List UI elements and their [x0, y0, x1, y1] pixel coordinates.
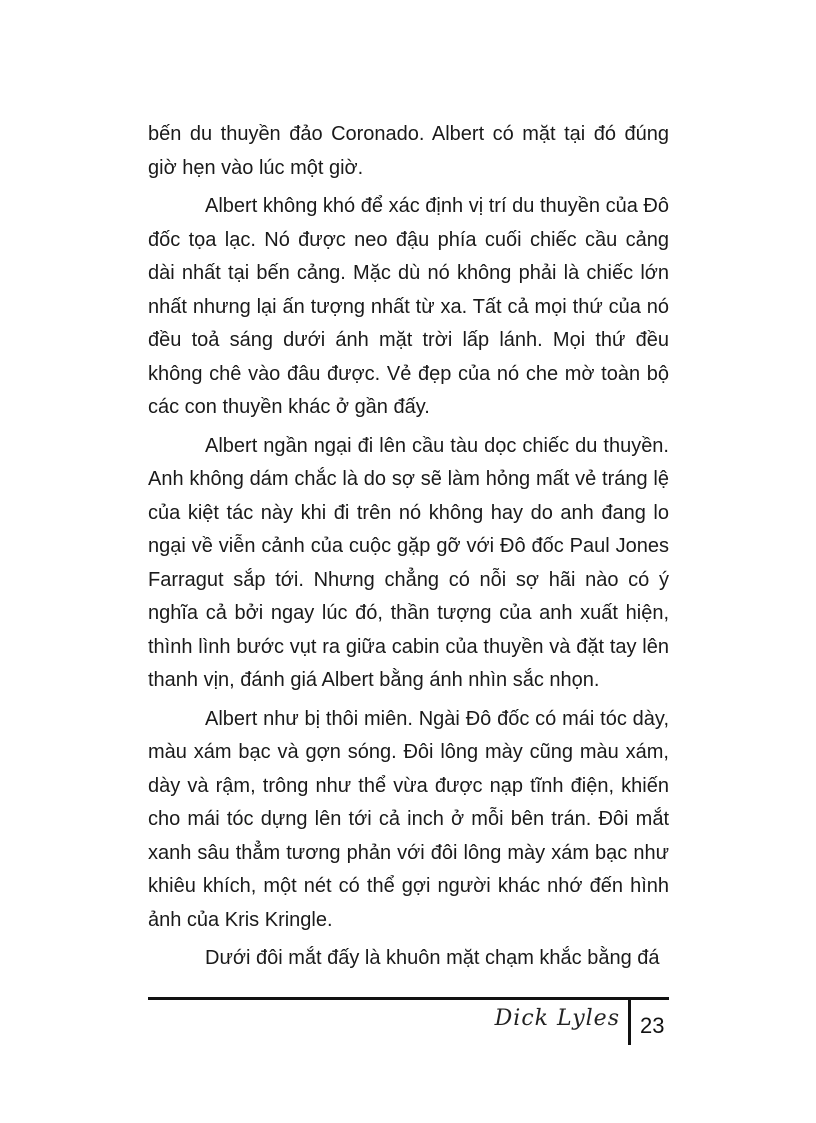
page-number: 23 — [640, 1013, 665, 1038]
footer-author: Dick Lyles — [494, 1006, 620, 1031]
footer-divider — [628, 1000, 631, 1045]
paragraph-5: Dưới đôi mắt đấy là khuôn mặt chạm khắc bằng đá — [205, 947, 660, 969]
paragraph-2: Albert không khó để xác định vị trí du thuyền của Đô đốc tọa lạc. Nó được neo đậu phía cuối chiếc cầu cảng dài nhất tại bến cảng. Mặc dù nó không phải là chiếc lớn nhất nhưng lại ấn tượng nhất từ xa. Tất cả mọi thứ của nó đều toả sáng dưới ánh mặt trời lấp lánh. Mọi thứ đều không chê vào đâu được. Vẻ đẹp của nó che mờ toàn bộ các con thuyền khác ở gần đấy. — [148, 195, 669, 418]
paragraph-1: bến du thuyền đảo Coronado. Albert có mặt tại đó đúng giờ hẹn vào lúc một giờ. — [148, 123, 669, 179]
page-body — [148, 118, 669, 976]
paragraph-3: Albert ngần ngại đi lên cầu tàu dọc chiếc du thuyền. Anh không dám chắc là do sợ sẽ làm hỏng mất vẻ tráng lệ của kiệt tác này khi đi trên nó không hay do anh đang lo ngại về viễn cảnh của cuộc gặp gỡ với Đô đốc Paul Jones Farragut sắp tới. Nhưng chẳng có nỗi sợ hãi nào có ý nghĩa cả bởi ngay lúc đó, thần tượng của anh xuất hiện, thình lình bước vụt ra giữa cabin của thuyền và đặt tay lên thanh vịn, đánh giá Albert bằng ánh nhìn sắc nhọn. — [148, 434, 669, 691]
footer-rule — [148, 997, 669, 1000]
paragraph-4: Albert như bị thôi miên. Ngài Đô đốc có mái tóc dày, màu xám bạc và gợn sóng. Đôi lông mày cũng màu xám, dày và rậm, trông như thể vừa được nạp tĩnh điện, khiến cho mái tóc dựng lên tới cả inch ở mỗi bên trán. Đôi mắt xanh sâu thẳm tương phản với đôi lông mày xám bạc như khiêu khích, một nét có thể gợi người khác nhớ đến hình ảnh của Kris Kringle. — [148, 707, 669, 931]
